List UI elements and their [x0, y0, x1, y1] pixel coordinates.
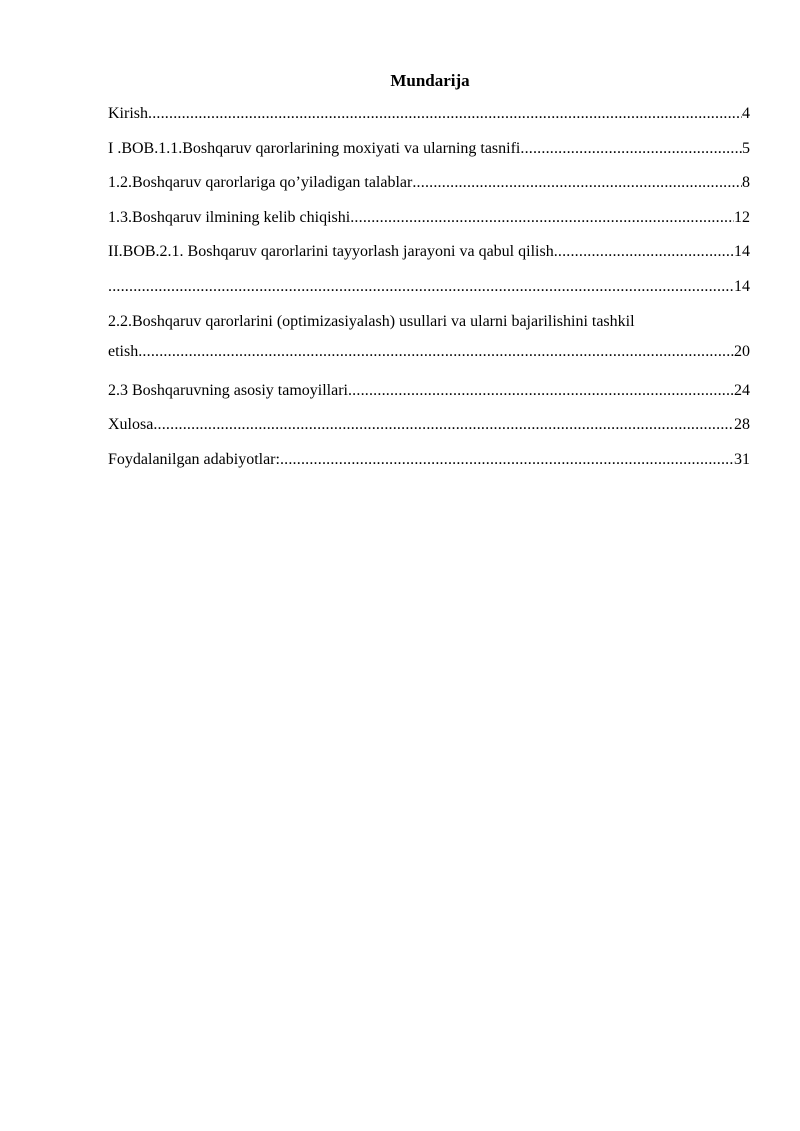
toc-page-number: 24 — [734, 381, 750, 399]
toc-entry-1-1[interactable] — [108, 135, 750, 170]
toc-entry-text: Xulosa — [108, 416, 154, 434]
toc-page-number: 14 — [734, 243, 750, 261]
toc-leader-dots — [348, 377, 734, 405]
toc-title: Mundarija — [390, 71, 470, 90]
toc-page-number: 12 — [734, 208, 750, 226]
toc-entry-kirish[interactable] — [108, 100, 750, 135]
toc-entry-text: etish — [108, 342, 139, 360]
toc-entry-2-1[interactable] — [108, 238, 750, 273]
toc-entry-xulosa[interactable] — [108, 411, 750, 446]
toc-entry-text: 2.3 Boshqaruvning asosiy tamoyillari — [108, 381, 348, 399]
toc-page-number: 28 — [734, 416, 750, 434]
toc-entry-2-3[interactable] — [108, 377, 750, 412]
table-of-contents — [108, 100, 750, 480]
toc-page-number: 31 — [734, 450, 750, 468]
toc-leader-dots — [280, 446, 734, 474]
toc-leader-dots — [554, 238, 734, 266]
toc-entry-1-3[interactable] — [108, 204, 750, 239]
toc-page-number: 5 — [742, 139, 750, 157]
toc-entry-text-line1: 2.2.Boshqaruv qarorlarini (optimizasiyalash) usullari va ularni bajarilishini tashkil — [108, 312, 635, 330]
toc-page-number: 8 — [742, 174, 750, 192]
toc-page-number: 4 — [742, 105, 750, 122]
toc-page-number: 20 — [734, 342, 750, 360]
toc-leader-dots — [520, 135, 742, 163]
toc-leader-dots — [148, 100, 742, 128]
toc-leader-dots — [108, 273, 734, 301]
toc-page-number: 14 — [734, 277, 750, 295]
toc-entry-text: Foydalanilgan adabiyotlar: — [108, 450, 280, 468]
toc-entry-2-2[interactable] — [108, 308, 750, 377]
toc-entry-text: Kirish — [108, 105, 148, 122]
toc-leader-dots — [412, 169, 742, 197]
toc-entry-text: II.BOB.2.1. Boshqaruv qarorlarini tayyorlash jarayoni va qabul qilish — [108, 243, 554, 261]
toc-entry-text: 1.3.Boshqaruv ilmining kelib chiqishi — [108, 208, 351, 226]
toc-leader-dots — [138, 338, 734, 366]
toc-entry-1-2[interactable] — [108, 169, 750, 204]
toc-leader-dots — [350, 204, 734, 232]
toc-entry-adabiyotlar[interactable] — [108, 446, 750, 481]
toc-entry-text: 1.2.Boshqaruv qarorlariga qo’yiladigan talablar — [108, 174, 413, 192]
toc-entry-blank[interactable] — [108, 273, 750, 308]
toc-leader-dots — [153, 411, 734, 439]
toc-entry-text: I .BOB.1.1.Boshqaruv qarorlarining moxiyati va ularning tasnifi — [108, 139, 521, 157]
